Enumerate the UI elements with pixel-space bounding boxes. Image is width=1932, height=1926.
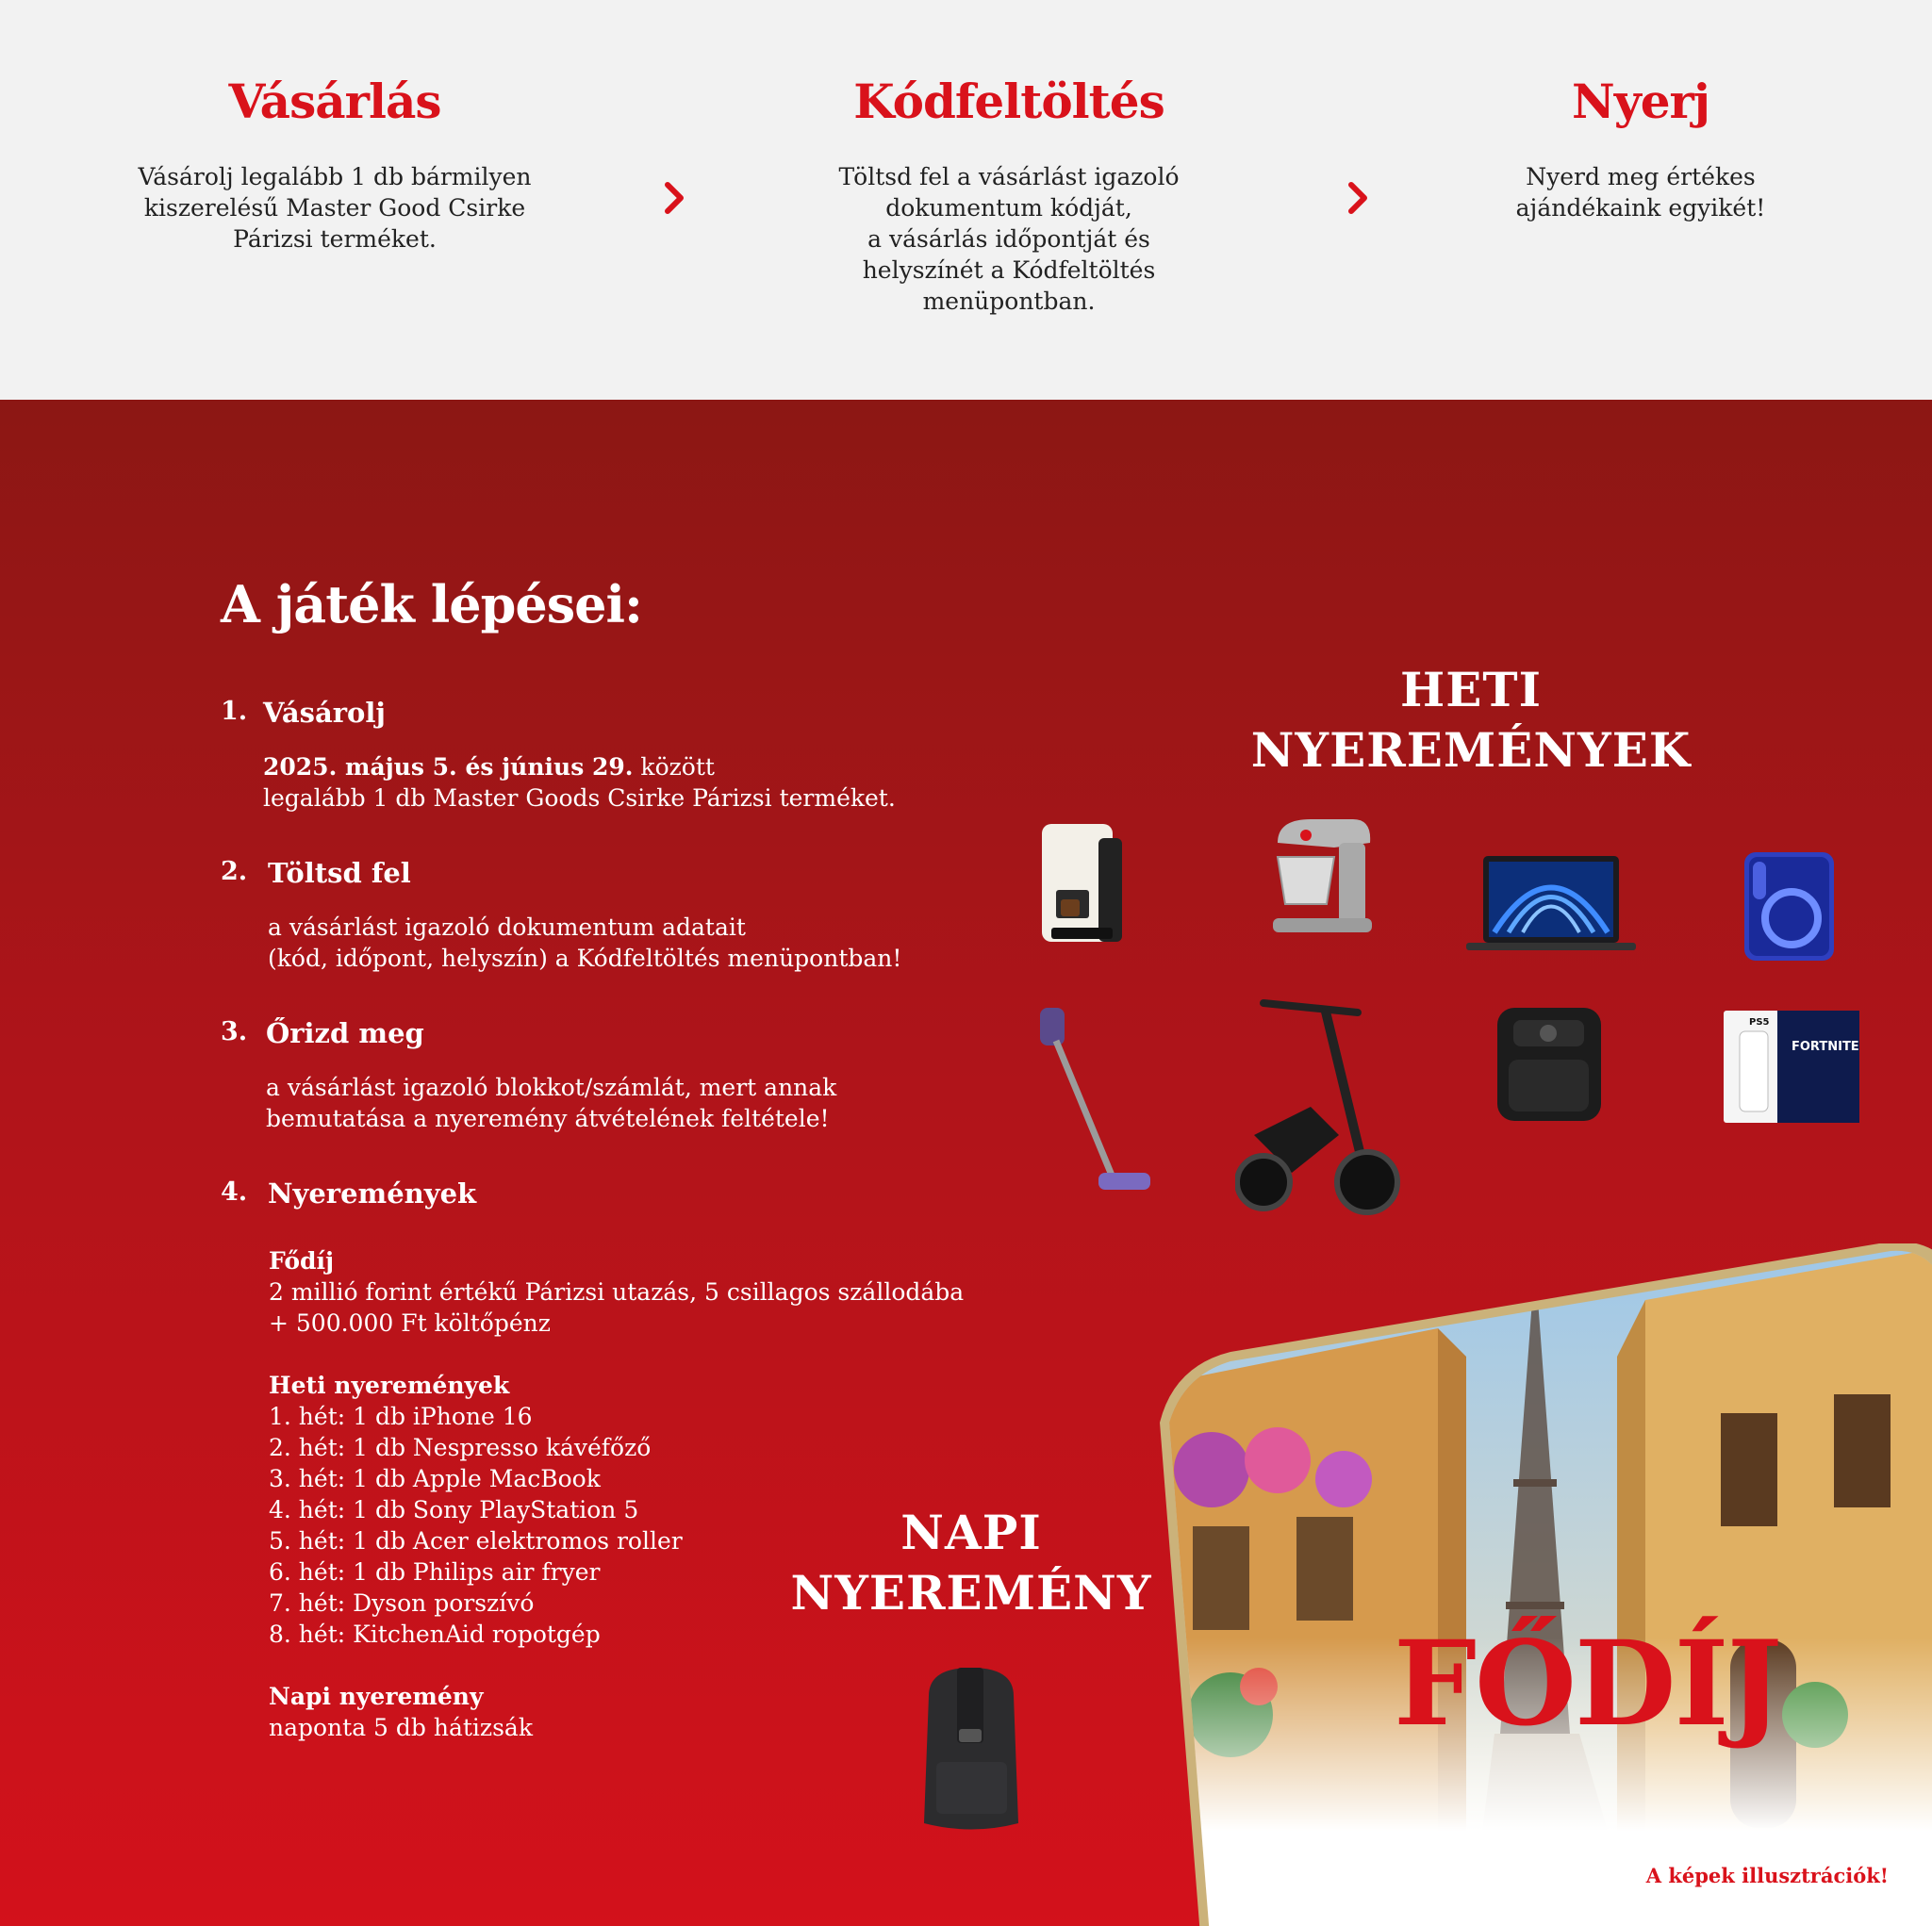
phone-icon [1740, 848, 1839, 965]
illustration-note: A képek illusztrációk! [1645, 1864, 1889, 1887]
step-text: Nyerd meg értékes ajándékaink egyikét! [1515, 163, 1766, 222]
vacuum-icon [1032, 1008, 1155, 1196]
weekly-prize-item: 8. hét: KitchenAid ropotgép [269, 1621, 601, 1648]
daily-prize-title: NAPI NYEREMÉNY [790, 1505, 1152, 1621]
backpack-icon [900, 1658, 1042, 1837]
step-text: Töltsd fel a vásárlást igazoló dokumentum kódját, a vásárlás időpontját és helyszínét a Kódfeltöltés menüpontban. [838, 163, 1180, 315]
step-number: 2. [221, 857, 248, 886]
how-it-works-section [0, 0, 1932, 400]
chevron-right-icon [660, 179, 688, 217]
game-step-4 [221, 1177, 975, 1215]
weekly-prize-heading: Heti nyeremények [269, 1372, 510, 1399]
game-steps-section [0, 400, 1932, 1926]
main-prize-text: 2 millió forint értékű Párizsi utazás, 5 csillagos szállodába [269, 1278, 965, 1306]
step-win [1480, 74, 1801, 223]
game-console-icon [1721, 1008, 1862, 1126]
step-title: Vásárlás [228, 74, 441, 129]
weekly-prize-item: 1. hét: 1 db iPhone 16 [269, 1403, 533, 1430]
air-fryer-icon [1490, 1003, 1608, 1126]
chevron-right-icon [1344, 179, 1372, 217]
weekly-prizes-title: HETI NYEREMÉNYEK [1250, 662, 1692, 778]
weekly-prize-item: 4. hét: 1 db Sony PlayStation 5 [269, 1496, 639, 1523]
coffee-machine-icon [1032, 819, 1131, 951]
main-prize-paris-image [1155, 1243, 1932, 1926]
stand-mixer-icon [1259, 815, 1377, 937]
step-description: a vásárlást igazoló dokumentum adatait (kód, időpont, helyszín) a Kódfeltöltés menüpontban! [268, 914, 902, 972]
daily-prize-heading: Napi nyeremény [269, 1683, 484, 1710]
main-prize-text: + 500.000 Ft költőpénz [269, 1309, 551, 1337]
step-text: Vásárolj legalább 1 db bármilyen kiszerelésű Master Good Csirke Párizsi terméket. [138, 163, 532, 253]
weekly-prize-item: 6. hét: 1 db Philips air fryer [269, 1558, 601, 1586]
weekly-prize-item: 7. hét: Dyson porszívó [269, 1589, 535, 1617]
step-title: Kódfeltöltés [853, 74, 1164, 129]
step-heading: Nyeremények [268, 1177, 477, 1210]
laptop-icon [1466, 852, 1636, 956]
scooter-icon [1235, 994, 1405, 1220]
step-heading: Töltsd fel [268, 857, 411, 889]
prize-details [269, 1245, 964, 1743]
step-number: 4. [221, 1177, 248, 1207]
main-prize-heading: Fődíj [269, 1247, 335, 1275]
step-description: 2025. május 5. és június 29. között legalább 1 db Master Goods Csirke Párizsi terméket. [263, 753, 896, 812]
step-number: 3. [221, 1017, 248, 1046]
step-title: Nyerj [1571, 74, 1709, 129]
step-code-upload [792, 74, 1226, 317]
ps5-label: PS5 [1749, 1017, 1770, 1028]
weekly-prize-item: 5. hét: 1 db Acer elektromos roller [269, 1527, 683, 1555]
step-heading: Vásárolj [263, 697, 386, 729]
step-purchase [132, 74, 537, 255]
daily-prize-text: naponta 5 db hátizsák [269, 1714, 533, 1741]
step-description: a vásárlást igazoló blokkot/számlát, mert annak bemutatása a nyeremény átvételének feltétele! [266, 1074, 837, 1132]
ps5-game-label: FORTNITE [1792, 1040, 1859, 1054]
game-steps-title: A játék lépései: [221, 574, 642, 634]
main-prize-banner: FŐDÍJ [1394, 1616, 1781, 1753]
weekly-prize-item: 2. hét: 1 db Nespresso kávéfőző [269, 1434, 652, 1461]
step-number: 1. [221, 697, 248, 726]
step-heading: Őrizd meg [266, 1017, 424, 1049]
weekly-prize-item: 3. hét: 1 db Apple MacBook [269, 1465, 601, 1492]
